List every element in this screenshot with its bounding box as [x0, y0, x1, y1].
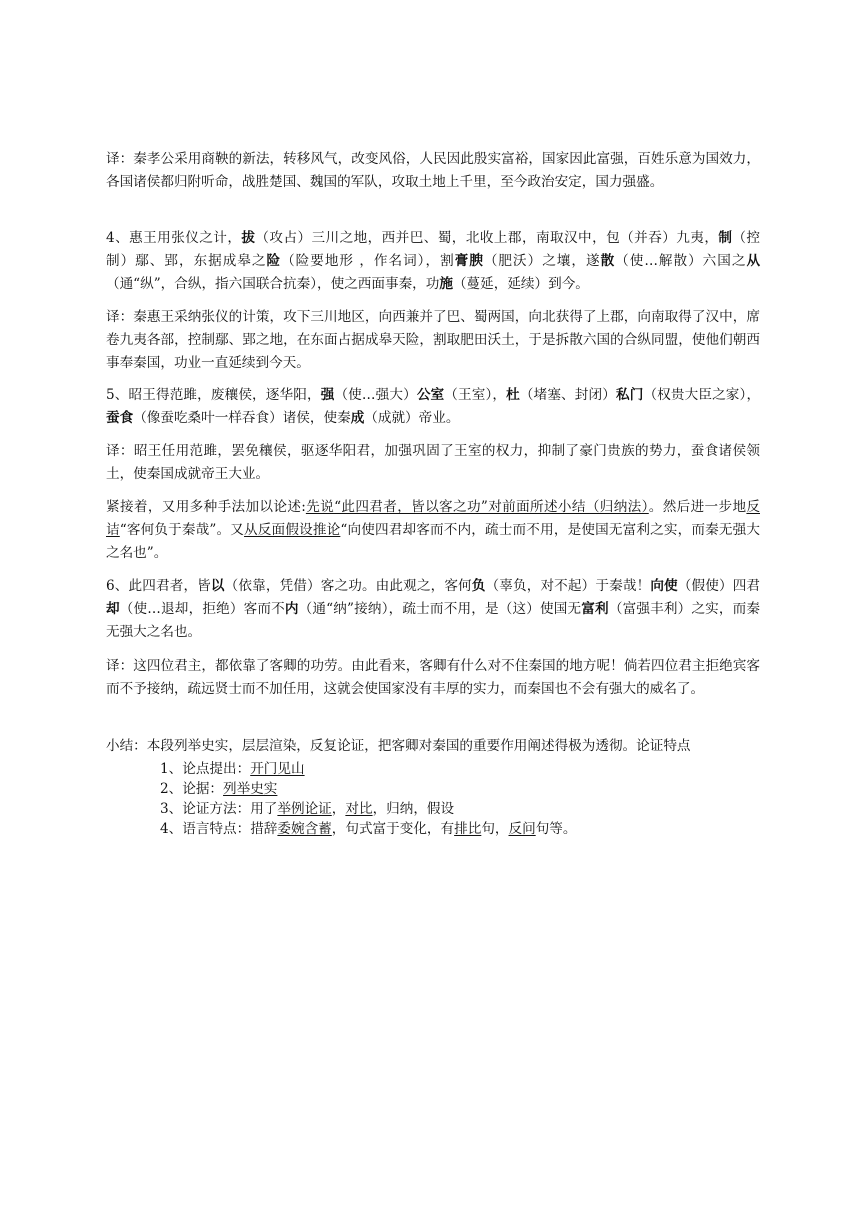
summary-paragraph	[106, 735, 760, 758]
translation-text: 译：秦惠王采纳张仪的计策，攻下三川地区，向西兼并了巴、蜀两国，向北获得了上郡，向南取得了汉中，席卷九夷各部，控制鄢、郢之地，在东面占据成皋天险，割取肥田沃土，于是拆散六国的合纵同盟，使他们朝西事奉秦国，功业一直延续到今天。	[106, 309, 760, 371]
keyword: 内	[284, 601, 299, 617]
list-item: 2、论据：列举史实	[160, 781, 278, 797]
summary-text: 小结：本段列举史实，层层渲染，反复论证，把客卿对秦国的重要作用阐述得极为透彻。论证特点	[106, 738, 691, 754]
source-paragraph-4: 4、惠王用张仪之计，拔（攻占）三川之地，西并巴、蜀，北收上郡，南取汉中，包（并吞）九夷，制（控制）鄢、郢，东据成皋之险（险要地形 ，作名词），割膏腴（肥沃）之壤，遂散（使…解散）六国之从（通“纵”，合纵，指六国联合抗秦），使之西面事秦，功施（蔓延，延续）到今。	[106, 230, 761, 292]
translation-paragraph-2	[106, 306, 760, 375]
keyword: 以	[210, 578, 225, 594]
keyword: 制	[718, 230, 733, 246]
underlined-phrase: 委婉含蓄	[277, 821, 332, 837]
underlined-phrase: 举例论证	[277, 801, 332, 817]
source-paragraph-6: 6、此四君者，皆以（依靠，凭借）客之功。由此观之，客何负（辜负，对不起）于秦哉！向使（假使）四君却（使…退却，拒绝）客而不内（通“纳”接纳），疏士而不用，是（这）使国无富利（富强丰利）之实，而秦无强大之名也。	[106, 578, 761, 640]
underlined-phrase: 从反面假设推论	[244, 522, 341, 538]
underlined-phrase: 反诘	[106, 499, 760, 538]
translation-text: 译：这四位君主，都依靠了客卿的功劳。由此看来，客卿有什么对不住秦国的地方呢！倘若四位君主拒绝宾客而不予接纳，疏远贤士而不加任用，这就会使国家没有丰厚的实力，而秦国也不会有强大的威名了。	[106, 658, 760, 697]
underlined-phrase: 开门见山	[250, 761, 305, 777]
underlined-phrase: 先说“此四君者，皆以客之功”对前面所述小结（归纳法）	[305, 499, 649, 515]
keyword: 蚕食	[106, 410, 134, 426]
translation-text: 译：昭王任用范雎，罢免穰侯，驱逐华阳君，加强巩固了王室的权力，抑制了豪门贵族的势力，蚕食诸侯领土，使秦国成就帝王大业。	[106, 443, 760, 482]
source-paragraph-5: 5、昭王得范雎，废穰侯，逐华阳，强（使…强大）公室（王室），杜（堵塞、封闭）私门（权贵大臣之家），蚕食（像蚕吃桑叶一样吞食）诸侯，使秦成（成就）帝业。	[106, 387, 761, 426]
list-item: 4、语言特点：措辞委婉含蓄，句式富于变化，有排比句，反问句等。	[160, 821, 577, 837]
keyword: 拔	[241, 230, 256, 246]
keyword: 强	[320, 387, 335, 403]
keyword: 公室	[416, 387, 445, 403]
keyword: 私门	[615, 387, 644, 403]
keyword: 向使	[650, 578, 678, 594]
keyword: 负	[471, 578, 486, 594]
analysis-paragraph: 紧接着，又用多种手法加以论述:先说“此四君者，皆以客之功”对前面所述小结（归纳法）。然后进一步地反诘“客何负于秦哉”。又从反面假设推论“向使四君却客而不内，疏士而不用，是使国无富利之实，而秦无强大之名也”。	[106, 499, 761, 561]
translation-paragraph-1	[106, 148, 760, 194]
keyword: 施	[439, 276, 453, 292]
underlined-phrase: 反问	[508, 821, 536, 837]
keyword: 却	[106, 601, 120, 617]
translation-paragraph-4	[106, 655, 760, 701]
underlined-phrase: 排比	[454, 821, 482, 837]
keyword: 散	[600, 253, 616, 269]
keyword: 成	[350, 410, 365, 426]
keyword: 杜	[506, 387, 520, 403]
list-item: 1、论点提出：开门见山	[160, 761, 305, 777]
translation-text: 译：秦孝公采用商鞅的新法，转移风气，改变风俗，人民因此殷实富裕，国家因此富强，百姓乐意为国效力，各国诸侯都归附听命，战胜楚国、魏国的军队，攻取土地上千里，至今政治安定，国力强盛。	[106, 151, 760, 190]
underlined-phrase: 列举史实	[223, 781, 278, 797]
underlined-phrase: 对比	[345, 801, 373, 817]
translation-paragraph-3	[106, 440, 760, 486]
keyword: 膏腴	[454, 253, 484, 269]
keyword: 险	[266, 253, 282, 269]
keyword: 从	[746, 253, 761, 269]
keyword: 富利	[581, 601, 609, 617]
list-item: 3、论证方法：用了举例论证，对比，归纳，假设	[160, 801, 455, 817]
argument-features-list	[160, 759, 760, 839]
